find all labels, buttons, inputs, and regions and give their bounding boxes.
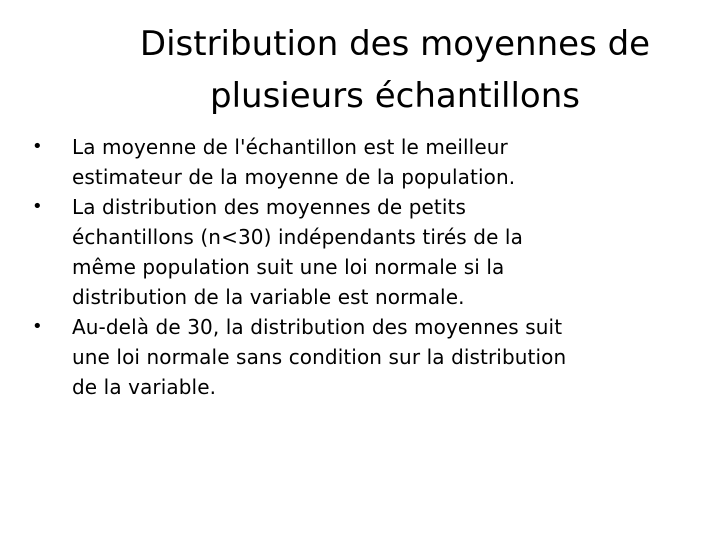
- bullet-3-line-3: de la variable.: [72, 375, 217, 399]
- bullet-icon: •: [32, 196, 43, 217]
- title-line-2: plusieurs échantillons: [210, 76, 580, 116]
- bullet-item-2: [30, 192, 680, 312]
- bullet-item-3: [30, 312, 680, 402]
- bullet-1-line-1: La moyenne de l'échantillon est le meilleur: [72, 135, 508, 159]
- bullet-2-line-4: distribution de la variable est normale.: [72, 285, 465, 309]
- title-line-1: Distribution des moyennes de: [139, 24, 651, 64]
- bullet-2-line-1: La distribution des moyennes de petits: [72, 195, 466, 219]
- bullet-2-line-2: échantillons (n<30) indépendants tirés de la: [72, 225, 523, 249]
- bullet-icon: •: [32, 136, 43, 157]
- bullet-icon: •: [32, 316, 43, 337]
- bullet-3-line-1: Au-delà de 30, la distribution des moyennes suit: [72, 315, 563, 339]
- bullet-1-line-2: estimateur de la moyenne de la population.: [72, 165, 516, 189]
- bullet-item-1: [30, 132, 680, 192]
- bullet-list: [30, 132, 680, 402]
- bullet-3-line-2: une loi normale sans condition sur la distribution: [72, 345, 567, 369]
- slide-title: [110, 18, 680, 122]
- bullet-2-line-3: même population suit une loi normale si la: [72, 255, 505, 279]
